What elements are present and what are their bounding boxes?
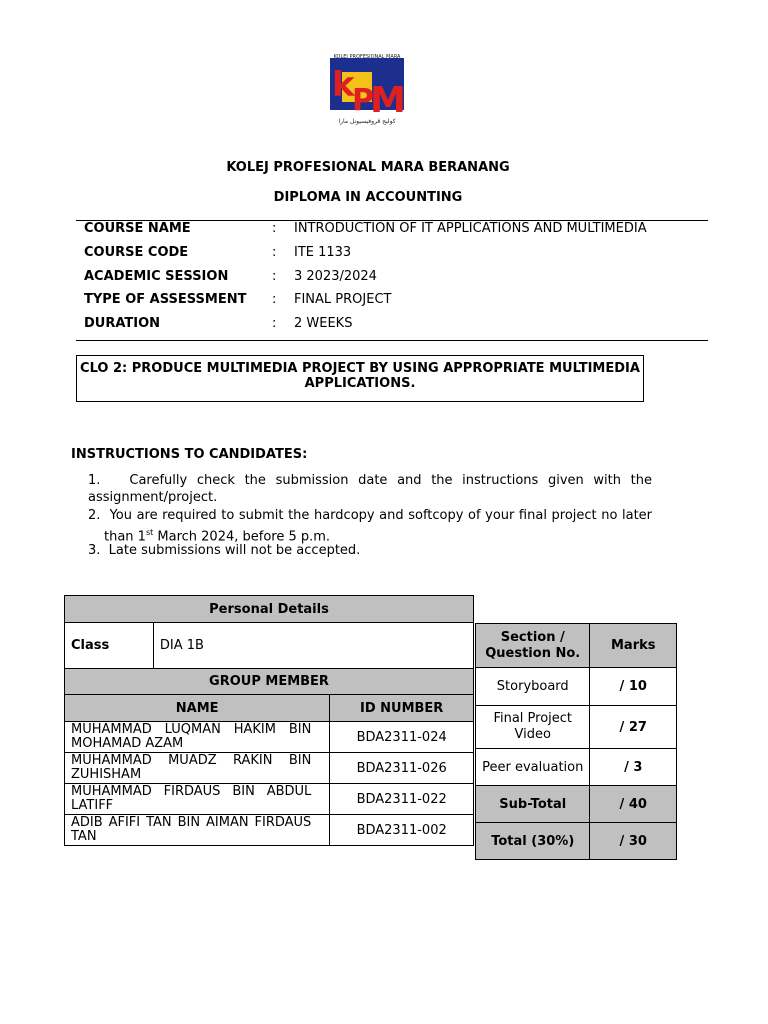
section-marks: / 3: [590, 749, 677, 786]
svg-text:M: M: [370, 80, 406, 121]
info-colon: :: [272, 316, 277, 331]
table-row: [476, 668, 677, 706]
college-name: KOLEJ PROFESIONAL MARA BERANANG: [226, 160, 510, 175]
info-colon: :: [272, 221, 277, 236]
table-row: [476, 749, 677, 786]
info-colon: :: [272, 292, 277, 307]
info-value: INTRODUCTION OF IT APPLICATIONS AND MULTIMEDIA: [294, 221, 647, 236]
info-value: ITE 1133: [294, 245, 352, 260]
name-column-header: NAME: [65, 695, 330, 722]
program-name: DIPLOMA IN ACCOUNTING: [273, 190, 463, 205]
total-label: Total (30%): [476, 823, 590, 860]
instruction-text: Late submissions will not be accepted.: [108, 543, 361, 558]
subtotal-marks: / 40: [590, 786, 677, 823]
class-label: Class: [65, 623, 154, 669]
table-row: [65, 784, 474, 815]
college-logo: [326, 52, 408, 128]
instruction-superscript: st: [145, 528, 154, 537]
member-id: BDA2311-022: [330, 784, 474, 815]
instruction-text: Carefully check the submission date and the instructions given with the assignment/project.: [88, 473, 652, 505]
info-label: ACADEMIC SESSION: [84, 269, 229, 284]
info-row-duration: [84, 316, 704, 336]
group-member-header: GROUP MEMBER: [65, 669, 474, 695]
table-row: [476, 823, 677, 860]
member-name: ADIB AFIFI TAN BIN AIMAN FIRDAUS TAN: [65, 815, 330, 846]
table-row: [65, 753, 474, 784]
info-row-academic-session: [84, 269, 704, 289]
section-marks: / 10: [590, 668, 677, 706]
section-name: Peer evaluation: [476, 749, 590, 786]
logo-sub-text: كوليج ڤروفيسيونل مارا: [338, 118, 396, 125]
clo-line-1: CLO 2: PRODUCE MULTIMEDIA PROJECT BY USING APPROPRIATE MULTIMEDIA: [80, 361, 640, 376]
instruction-text-a: You are required to submit the hardcopy and softcopy of your final project no later than 1: [104, 508, 653, 545]
section-marks: / 27: [590, 706, 677, 749]
info-row-course-name: [84, 221, 704, 241]
member-name: MUHAMMAD MUADZ RAKIN BIN ZUHISHAM: [65, 753, 330, 784]
total-marks: / 30: [590, 823, 677, 860]
info-label: TYPE OF ASSESSMENT: [84, 292, 247, 307]
info-value: 3 2023/2024: [294, 269, 377, 284]
instruction-item-1: [88, 472, 652, 506]
marks-table: [475, 623, 677, 860]
table-row: [65, 722, 474, 753]
subtotal-label: Sub-Total: [476, 786, 590, 823]
instructions-heading: INSTRUCTIONS TO CANDIDATES:: [71, 447, 308, 462]
member-id: BDA2311-026: [330, 753, 474, 784]
member-name: MUHAMMAD LUQMAN HAKIM BIN MOHAMAD AZAM: [65, 722, 330, 753]
instruction-item-3: [88, 542, 652, 559]
personal-details-table: [64, 595, 474, 846]
instruction-text-b: March 2024, before 5 p.m.: [153, 529, 331, 545]
clo-box: [76, 355, 644, 402]
section-name: Final Project Video: [476, 706, 590, 749]
table-row: [476, 786, 677, 823]
info-label: COURSE CODE: [84, 245, 189, 260]
info-row-course-code: [84, 245, 704, 265]
info-value: FINAL PROJECT: [294, 292, 392, 307]
info-colon: :: [272, 269, 277, 284]
section-name: Storyboard: [476, 668, 590, 706]
member-name: MUHAMMAD FIRDAUS BIN ABDUL LATIFF: [65, 784, 330, 815]
table-row: [65, 815, 474, 846]
id-column-header: ID NUMBER: [330, 695, 474, 722]
instruction-number: 3.: [88, 543, 101, 558]
svg-text:P: P: [352, 83, 374, 118]
section-column-header: Section / Question No.: [476, 624, 590, 668]
info-label: COURSE NAME: [84, 221, 191, 236]
instruction-number: 2.: [88, 508, 101, 523]
instruction-number: 1.: [88, 473, 101, 488]
table-row: [476, 706, 677, 749]
bottom-rule: [76, 340, 708, 341]
clo-line-2: APPLICATIONS.: [304, 376, 416, 391]
info-row-assessment-type: [84, 292, 704, 312]
marks-column-header: Marks: [590, 624, 677, 668]
svg-text:k: k: [332, 65, 355, 105]
member-id: BDA2311-024: [330, 722, 474, 753]
info-value: 2 WEEKS: [294, 316, 353, 331]
info-label: DURATION: [84, 316, 161, 331]
personal-details-title: Personal Details: [65, 596, 474, 623]
class-value: DIA 1B: [153, 623, 473, 669]
info-colon: :: [272, 245, 277, 260]
member-id: BDA2311-002: [330, 815, 474, 846]
instruction-item-2: [88, 507, 652, 545]
logo-top-text: KOLEJ PROFESIONAL MARA: [333, 54, 401, 60]
